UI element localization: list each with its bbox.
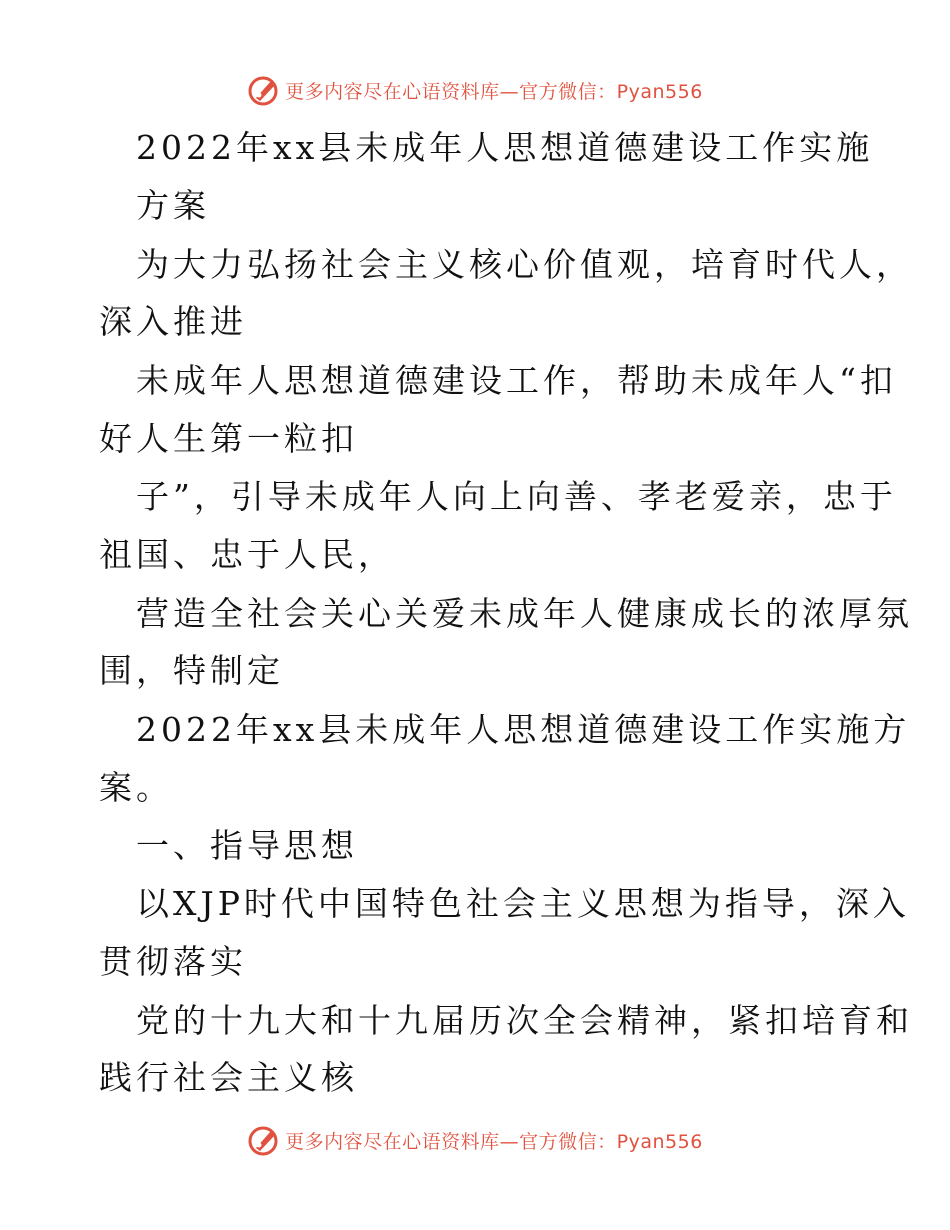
paragraph-line: 为大力弘扬社会主义核心价值观，培育时代人， [136, 245, 913, 284]
paragraph-line: 深入推进 [99, 302, 247, 341]
paragraph-line: 案。 [99, 768, 173, 807]
header-watermark-text: 更多内容尽在心语资料库—官方微信：Pyan556 [285, 80, 703, 103]
paragraph-line: 以XJP时代中国特色社会主义思想为指导，深入 [136, 884, 910, 923]
document-title-line-2: 方案 [136, 186, 210, 225]
paragraph-line: 践行社会主义核 [99, 1058, 358, 1097]
footer-watermark-banner [0, 1120, 950, 1160]
paragraph-line: 围，特制定 [99, 651, 284, 690]
pen-nib-logo-icon [247, 1123, 281, 1157]
paragraph-line: 子”，引导未成年人向上向善、孝老爱亲，忠于 [136, 477, 897, 516]
section-heading: 一、指导思想 [136, 826, 358, 865]
paragraph-line: 贯彻落实 [99, 942, 247, 981]
paragraph-line: 2022年xx县未成年人思想道德建设工作实施方 [136, 710, 911, 749]
document-title-line-1: 2022年xx县未成年人思想道德建设工作实施 [136, 128, 874, 167]
paragraph-line: 祖国、忠于人民， [99, 535, 395, 574]
paragraph-line: 好人生第一粒扣 [99, 419, 358, 458]
paragraph-line: 营造全社会关心关爱未成年人健康成长的浓厚氛 [136, 594, 913, 633]
paragraph-line: 党的十九大和十九届历次全会精神，紧扣培育和 [136, 1001, 913, 1040]
footer-watermark-text: 更多内容尽在心语资料库—官方微信：Pyan556 [285, 1130, 703, 1153]
paragraph-line: 未成年人思想道德建设工作，帮助未成年人“扣 [136, 361, 897, 400]
